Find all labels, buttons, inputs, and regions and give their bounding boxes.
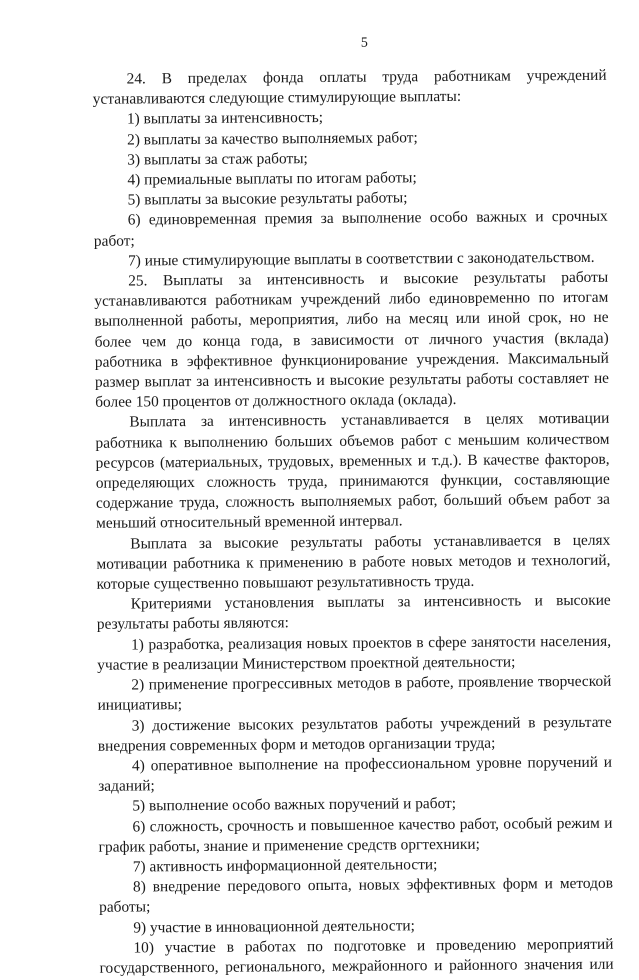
list-item: 9) участие в инновационной деятельности; bbox=[133, 916, 415, 937]
list-item: 4) премиальные выплаты по итогам работы; bbox=[127, 169, 417, 189]
list-item: 3) достижение высоких результатов работы учреждений в результате внедрения современных форм и методов организации труда; bbox=[97, 713, 612, 755]
list-item: 1) выплаты за интенсивность; bbox=[126, 109, 324, 128]
paragraph: Выплата за интенсивность устанавливается в целях мотивации работника к выполнению больших объемов работ с меньшим количеством ресурсов (материальных, трудовых, временных и т.д.). В качестве факторов, определяющих сложность труда, принимаются функции, составляющие содержание труда, сложность выполняемых работ, больший объем работ за меньший относительный временной интервал. bbox=[95, 410, 610, 533]
document-body bbox=[93, 66, 614, 979]
paragraph: Критериями установления выплаты за интенсивность и высокие результаты работы являются: bbox=[96, 592, 611, 634]
list-item: 3) выплаты за стаж работы; bbox=[127, 149, 308, 169]
page-number: 5 bbox=[360, 35, 368, 51]
list-item: 4) оперативное выполнение на профессиональном уровне поручений и заданий; bbox=[98, 753, 613, 795]
paragraph-24: 24. В пределах фонда оплаты труда работникам учреждений устанавливаются следующие стимулирующие выплаты: bbox=[92, 66, 607, 108]
list-item: 1) разработка, реализация новых проектов в сфере занятости населения, участие в реализации Министерством проектной деятельности; bbox=[97, 632, 612, 674]
list-item: 5) выплаты за высокие результаты работы; bbox=[127, 189, 408, 209]
list-item: 10) участие в работах по подготовке и проведению мероприятий государственного, регионального, межрайонного и районного значения или bbox=[99, 935, 614, 977]
list-item: 7) иные стимулирующие выплаты в соответствии с законодательством. bbox=[127, 248, 595, 270]
paragraph-25: 25. Выплаты за интенсивность и высокие результаты работы устанавливаются работникам учреждений либо единовременно по итогам выполненной работы, мероприятия, либо на месяц или иной срок, но не более чем до конца года, в зависимости от личного участия (вклада) работника в эффективное функционирование учреждения. Максимальный размер выплат за интенсивность и высокие результаты работы составляет не более 150 процентов от должностного оклада (оклада). bbox=[94, 268, 610, 412]
list-item: 6) сложность, срочность и повышенное качество работ, особый режим и график работы, знание и применение средств оргтехники; bbox=[98, 814, 613, 856]
list-item: 2) выплаты за качество выполняемых работ; bbox=[127, 128, 418, 149]
list-item: 5) выполнение особо важных поручений и работ; bbox=[132, 795, 457, 815]
list-item: 2) применение прогрессивных методов в работе, проявление творческой инициативы; bbox=[97, 672, 612, 715]
list-item: 8) внедрение передового опыта, новых эффективных форм и методов работы; bbox=[99, 874, 614, 917]
list-item: 7) активность информационной деятельности; bbox=[132, 856, 438, 876]
paragraph: Выплата за высокие результаты работы устанавливается в целях мотивации работника к применению в работе новых методов и технологий, которые существенно повышают результативность труда. bbox=[96, 531, 611, 593]
list-item: 6) единовременная премия за выполнение особо важных и срочных работ; bbox=[93, 208, 608, 250]
